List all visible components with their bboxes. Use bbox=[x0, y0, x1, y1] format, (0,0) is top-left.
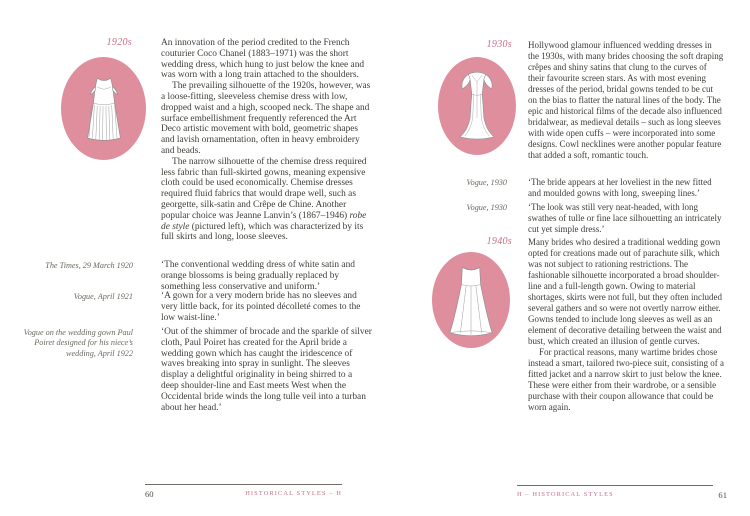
body-paragraph: An innovation of the period credited to the French couturier Coco Chanel (1883–1971) was the short wedding dress, which hung to just below the knee and was worn with a long train attached to the shoulders. bbox=[161, 38, 365, 81]
left-running-title: HISTORICAL STYLES – H bbox=[245, 490, 342, 497]
margin-note: Vogue, April 1921 bbox=[73, 292, 133, 301]
dress-oval-1930s bbox=[438, 57, 516, 155]
quote-paragraph: ‘The look was still very neat-headed, with long swathes of tulle or fine lace silhouetting an intricately cut yet simple dress.’ bbox=[528, 202, 722, 234]
left-footer-rule bbox=[145, 484, 342, 485]
decade-label-1930s: 1930s bbox=[486, 39, 512, 50]
decade-label-1920s: 1920s bbox=[106, 37, 132, 48]
body-paragraph: The prevailing silhouette of the 1920s, however, was a loose-fitting, sleeveless chemise dress with low, dropped waist and a high, scooped neck. The shape and surface embellishment frequently referenced the Art Deco artistic movement with bold, geometric shapes and lavish ornamentation, often in heavy embroidery and beads. bbox=[161, 81, 371, 156]
margin-note: Vogue, 1930 bbox=[466, 203, 507, 212]
body-paragraph: The narrow silhouette of the chemise dress required less fabric than full-skirted gowns, meaning expensive cloth could be used economically. Chemise dresses required fluid fabrics that would drape well, such as georgette, silk-satin and Crêpe de Chine. Another popular choice was Jeanne Lanvin’s (1867–1946) robe de style (pictured left), which was characterized by its full skirts and long, loose sleeves. bbox=[161, 156, 367, 243]
dress-1940s-gown-icon bbox=[444, 261, 498, 339]
dress-1920s-chemise-icon bbox=[77, 74, 131, 144]
margin-note: The Times, 29 March 1920 bbox=[45, 261, 133, 270]
body-paragraph: Hollywood glamour influenced wedding dresses in the 1930s, with many brides choosing the soft draping crêpes and shiny satins that clung to the curves of their favourite screen stars. As with most evening dresses of the period, bridal gowns tended to be cut on the bias to flatter the natural lines of the body. The epic and historical films of the decade also influenced bridalwear, as medieval details – such as long sleeves with wide open cuffs – were incorporated into some designs. Cowl necklines were another popular feature that added a soft, romantic touch. bbox=[528, 40, 724, 160]
left-page-number: 60 bbox=[145, 489, 154, 499]
quote-paragraph: ‘The bride appears at her loveliest in the new fitted and moulded gowns with long, sweeping lines.’ bbox=[528, 177, 712, 198]
decade-label-1940s: 1940s bbox=[486, 236, 512, 247]
dress-1930s-gown-icon bbox=[453, 63, 501, 149]
right-footer-rule bbox=[517, 485, 713, 486]
body-column-1940s bbox=[528, 237, 724, 413]
margin-note: Vogue, 1930 bbox=[466, 178, 507, 187]
dress-oval-1940s bbox=[432, 252, 510, 348]
quote-paragraph: ‘The conventional wedding dress of white satin and orange blossoms is being gradually replaced by something less conservative and uniform.’ bbox=[161, 260, 355, 292]
body-column-1920s bbox=[161, 38, 372, 243]
quote-paragraph: ‘Out of the shimmer of brocade and the sparkle of silver cloth, Paul Poiret has created for the April bride a wedding gown which has caught the iridescence of waves breaking into spray in sunlight. The sleeves display a delightful originality in being shirred to a deep shoulder-line and East meets West when the Occidental bride winds the long tulle veil into a turban about her head.’ bbox=[161, 327, 372, 413]
right-running-title: H – HISTORICAL STYLES bbox=[517, 491, 614, 498]
body-paragraph: Many brides who desired a traditional wedding gown opted for creations made out of parachute silk, which was not subject to rationing restrictions. The fashionable silhouette incorporated a broad shoulder-line and a full-length gown. Owing to material shortages, skirts were not full, but they often included several gathers and so were not overtly narrow either. Gowns tended to include long sleeves as well as an element of decorative detailing between the waist and bust, which created an illusion of gentle curves. bbox=[528, 237, 722, 346]
dress-oval-1920s bbox=[61, 57, 146, 160]
right-page-number: 61 bbox=[718, 490, 727, 500]
margin-note: Vogue on the wedding gown Paul Poiret designed for his niece’s wedding, April 1922 bbox=[23, 328, 133, 358]
body-column-1930s bbox=[528, 40, 724, 161]
body-paragraph: For practical reasons, many wartime brides chose instead a smart, tailored two-piece suit, consisting of a fitted jacket and a narrow skirt to just below the knee. These were either from their wardrobe, or a sensible purchase with their coupon allowance that could be worn again. bbox=[528, 347, 724, 412]
quote-paragraph: ‘A gown for a very modern bride has no sleeves and very little back, for its pointed décolleté comes to the low waist-line.’ bbox=[161, 291, 361, 323]
